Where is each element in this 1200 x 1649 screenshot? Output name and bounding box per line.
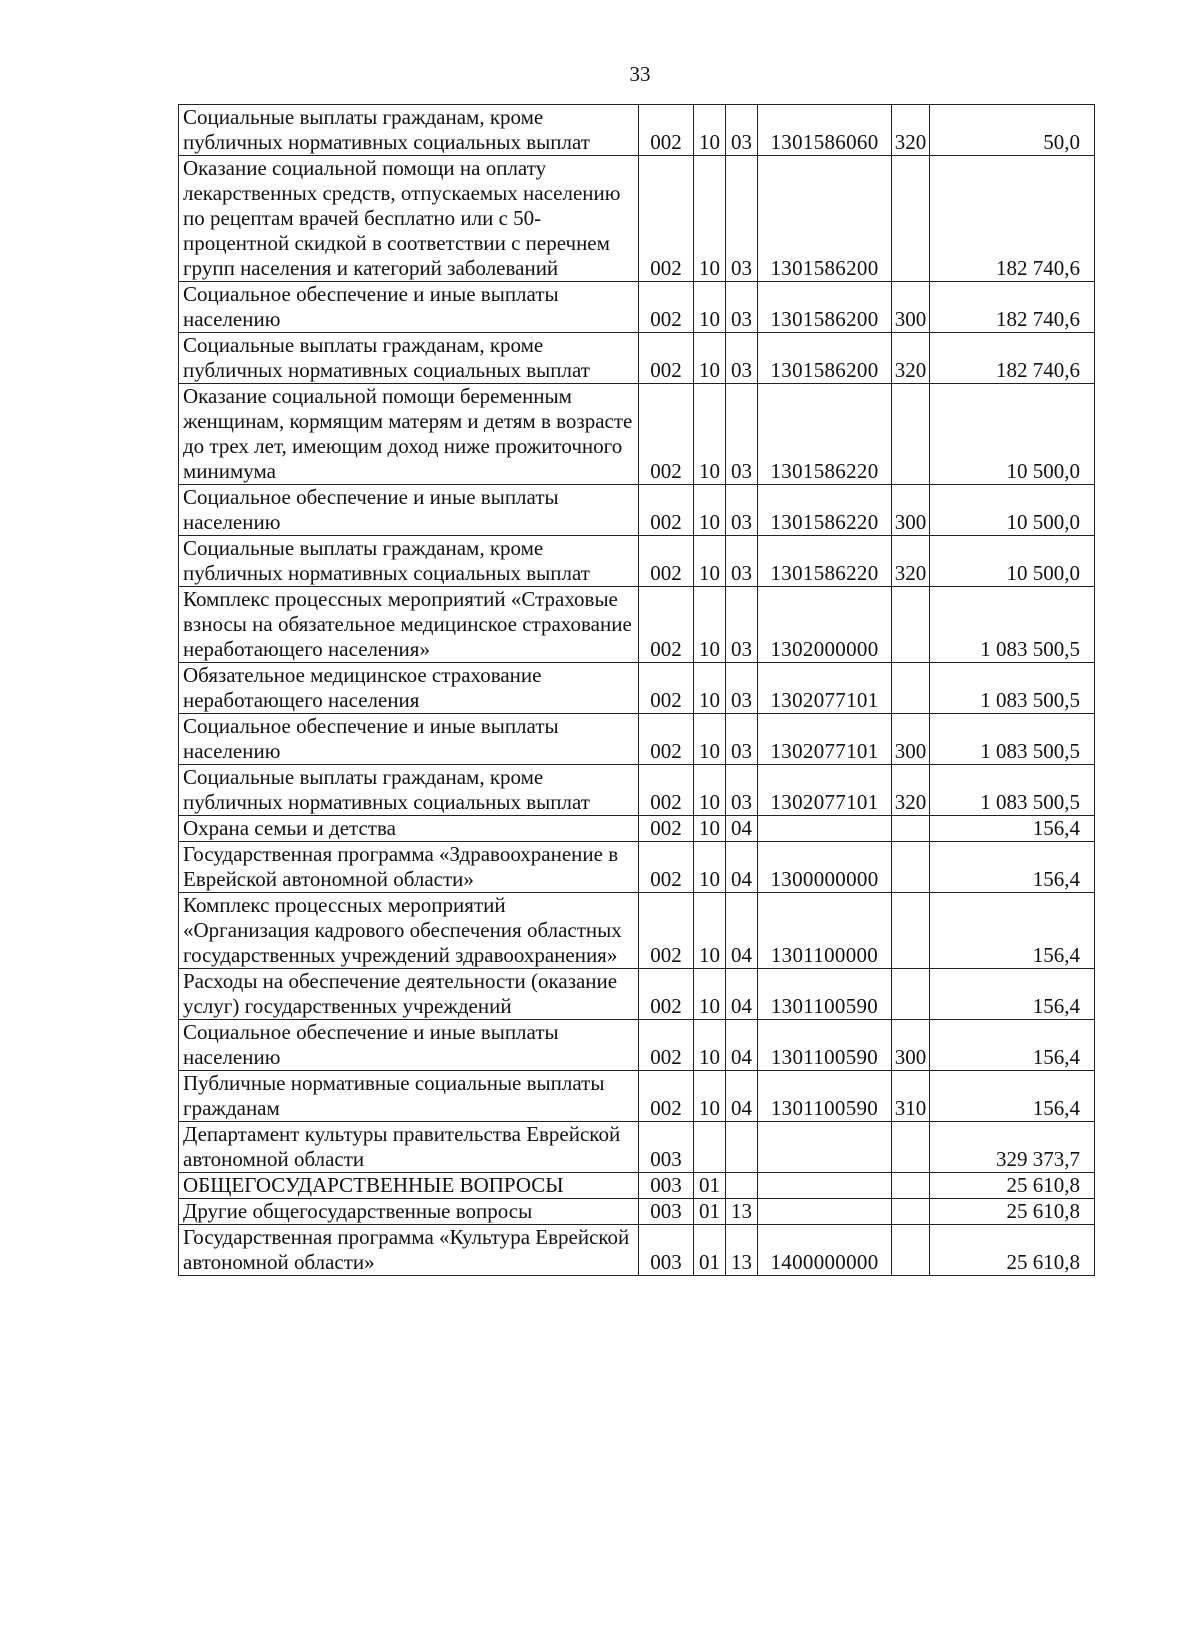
table-row bbox=[179, 1122, 1095, 1173]
expense-type-cell bbox=[892, 969, 930, 1020]
target-article-cell: 1301586220 bbox=[758, 384, 892, 485]
section-code-cell: 10 bbox=[694, 842, 726, 893]
admin-code-cell: 002 bbox=[639, 816, 694, 842]
amount-cell: 156,4 bbox=[930, 1071, 1095, 1122]
row-name-cell: Оказание социальной помощи беременным женщинам, кормящим матерям и детям в возрасте до трех лет, имеющим доход ниже прожиточного минимума bbox=[179, 384, 639, 485]
expense-type-cell: 320 bbox=[892, 536, 930, 587]
expense-type-cell: 320 bbox=[892, 105, 930, 156]
table-row bbox=[179, 1071, 1095, 1122]
row-name-cell: Социальные выплаты гражданам, кроме публичных нормативных социальных выплат bbox=[179, 536, 639, 587]
subsection-code-cell bbox=[726, 1173, 758, 1199]
section-code-cell: 10 bbox=[694, 663, 726, 714]
subsection-code-cell: 04 bbox=[726, 842, 758, 893]
expense-type-cell: 300 bbox=[892, 1020, 930, 1071]
section-code-cell: 01 bbox=[694, 1199, 726, 1225]
subsection-code-cell: 04 bbox=[726, 816, 758, 842]
row-name-cell: Государственная программа «Культура Еврейской автономной области» bbox=[179, 1225, 639, 1276]
row-name-cell: Комплекс процессных мероприятий «Организация кадрового обеспечения областных государственных учреждений здравоохранения» bbox=[179, 893, 639, 969]
admin-code-cell: 002 bbox=[639, 765, 694, 816]
expense-type-cell bbox=[892, 893, 930, 969]
row-name-cell: Социальные выплаты гражданам, кроме публичных нормативных социальных выплат bbox=[179, 105, 639, 156]
amount-cell: 182 740,6 bbox=[930, 156, 1095, 282]
target-article-cell: 1302077101 bbox=[758, 765, 892, 816]
row-name-cell: Оказание социальной помощи на оплату лекарственных средств, отпускаемых населению по рецептам врачей бесплатно или с 50-процентной скидкой в соответствии с перечнем групп населения и категорий заболеваний bbox=[179, 156, 639, 282]
subsection-code-cell: 03 bbox=[726, 105, 758, 156]
expense-type-cell bbox=[892, 663, 930, 714]
table-row bbox=[179, 663, 1095, 714]
section-code-cell: 01 bbox=[694, 1173, 726, 1199]
subsection-code-cell: 13 bbox=[726, 1199, 758, 1225]
expense-type-cell bbox=[892, 842, 930, 893]
section-code-cell: 10 bbox=[694, 765, 726, 816]
row-name-cell: Социальные выплаты гражданам, кроме публичных нормативных социальных выплат bbox=[179, 765, 639, 816]
section-code-cell: 10 bbox=[694, 156, 726, 282]
subsection-code-cell: 03 bbox=[726, 333, 758, 384]
amount-cell: 1 083 500,5 bbox=[930, 663, 1095, 714]
admin-code-cell: 002 bbox=[639, 1071, 694, 1122]
expense-type-cell bbox=[892, 1199, 930, 1225]
target-article-cell: 1301586200 bbox=[758, 282, 892, 333]
section-code-cell: 10 bbox=[694, 384, 726, 485]
subsection-code-cell: 04 bbox=[726, 1020, 758, 1071]
section-code-cell: 10 bbox=[694, 485, 726, 536]
section-code-cell bbox=[694, 1122, 726, 1173]
section-code-cell: 10 bbox=[694, 714, 726, 765]
section-code-cell: 01 bbox=[694, 1225, 726, 1276]
admin-code-cell: 002 bbox=[639, 333, 694, 384]
table-row bbox=[179, 842, 1095, 893]
table-row bbox=[179, 1173, 1095, 1199]
amount-cell: 10 500,0 bbox=[930, 485, 1095, 536]
subsection-code-cell: 03 bbox=[726, 663, 758, 714]
subsection-code-cell: 03 bbox=[726, 156, 758, 282]
budget-allocation-table bbox=[178, 104, 1095, 1276]
target-article-cell: 1301586200 bbox=[758, 333, 892, 384]
target-article-cell: 1301586060 bbox=[758, 105, 892, 156]
table-row bbox=[179, 587, 1095, 663]
table-row bbox=[179, 1199, 1095, 1225]
table-body bbox=[179, 105, 1095, 1276]
section-code-cell: 10 bbox=[694, 587, 726, 663]
target-article-cell bbox=[758, 1122, 892, 1173]
row-name-cell: Государственная программа «Здравоохранение в Еврейской автономной области» bbox=[179, 842, 639, 893]
amount-cell: 182 740,6 bbox=[930, 282, 1095, 333]
amount-cell: 156,4 bbox=[930, 816, 1095, 842]
subsection-code-cell: 03 bbox=[726, 714, 758, 765]
admin-code-cell: 002 bbox=[639, 156, 694, 282]
row-name-cell: Социальное обеспечение и иные выплаты населению bbox=[179, 282, 639, 333]
expense-type-cell bbox=[892, 156, 930, 282]
subsection-code-cell: 03 bbox=[726, 587, 758, 663]
table-row bbox=[179, 485, 1095, 536]
admin-code-cell: 003 bbox=[639, 1122, 694, 1173]
expense-type-cell: 310 bbox=[892, 1071, 930, 1122]
admin-code-cell: 002 bbox=[639, 105, 694, 156]
admin-code-cell: 002 bbox=[639, 1020, 694, 1071]
expense-type-cell: 320 bbox=[892, 765, 930, 816]
section-code-cell: 10 bbox=[694, 1071, 726, 1122]
target-article-cell: 1301100590 bbox=[758, 1071, 892, 1122]
row-name-cell: Социальные выплаты гражданам, кроме публичных нормативных социальных выплат bbox=[179, 333, 639, 384]
amount-cell: 182 740,6 bbox=[930, 333, 1095, 384]
expense-type-cell bbox=[892, 1173, 930, 1199]
amount-cell: 1 083 500,5 bbox=[930, 587, 1095, 663]
section-code-cell: 10 bbox=[694, 282, 726, 333]
admin-code-cell: 002 bbox=[639, 282, 694, 333]
admin-code-cell: 003 bbox=[639, 1173, 694, 1199]
target-article-cell: 1301100000 bbox=[758, 893, 892, 969]
row-name-cell: Другие общегосударственные вопросы bbox=[179, 1199, 639, 1225]
admin-code-cell: 002 bbox=[639, 663, 694, 714]
expense-type-cell bbox=[892, 587, 930, 663]
section-code-cell: 10 bbox=[694, 536, 726, 587]
row-name-cell: Публичные нормативные социальные выплаты гражданам bbox=[179, 1071, 639, 1122]
table-row bbox=[179, 1020, 1095, 1071]
subsection-code-cell: 04 bbox=[726, 893, 758, 969]
expense-type-cell bbox=[892, 384, 930, 485]
target-article-cell: 1302077101 bbox=[758, 714, 892, 765]
admin-code-cell: 002 bbox=[639, 587, 694, 663]
table-row bbox=[179, 714, 1095, 765]
table-row bbox=[179, 893, 1095, 969]
amount-cell: 1 083 500,5 bbox=[930, 714, 1095, 765]
admin-code-cell: 002 bbox=[639, 893, 694, 969]
table-row bbox=[179, 282, 1095, 333]
amount-cell: 50,0 bbox=[930, 105, 1095, 156]
target-article-cell: 1302077101 bbox=[758, 663, 892, 714]
admin-code-cell: 002 bbox=[639, 842, 694, 893]
row-name-cell: Расходы на обеспечение деятельности (оказание услуг) государственных учреждений bbox=[179, 969, 639, 1020]
amount-cell: 156,4 bbox=[930, 969, 1095, 1020]
expense-type-cell bbox=[892, 816, 930, 842]
expense-type-cell: 300 bbox=[892, 485, 930, 536]
target-article-cell: 1300000000 bbox=[758, 842, 892, 893]
table-row bbox=[179, 765, 1095, 816]
section-code-cell: 10 bbox=[694, 969, 726, 1020]
row-name-cell: Социальное обеспечение и иные выплаты населению bbox=[179, 714, 639, 765]
row-name-cell: Обязательное медицинское страхование неработающего населения bbox=[179, 663, 639, 714]
target-article-cell: 1301100590 bbox=[758, 969, 892, 1020]
target-article-cell bbox=[758, 1199, 892, 1225]
subsection-code-cell: 04 bbox=[726, 969, 758, 1020]
subsection-code-cell: 03 bbox=[726, 536, 758, 587]
table-row bbox=[179, 156, 1095, 282]
amount-cell: 10 500,0 bbox=[930, 536, 1095, 587]
target-article-cell bbox=[758, 816, 892, 842]
amount-cell: 156,4 bbox=[930, 1020, 1095, 1071]
amount-cell: 10 500,0 bbox=[930, 384, 1095, 485]
amount-cell: 329 373,7 bbox=[930, 1122, 1095, 1173]
admin-code-cell: 003 bbox=[639, 1225, 694, 1276]
section-code-cell: 10 bbox=[694, 816, 726, 842]
page-number: 33 bbox=[629, 62, 651, 86]
target-article-cell: 1301586220 bbox=[758, 485, 892, 536]
amount-cell: 156,4 bbox=[930, 893, 1095, 969]
target-article-cell bbox=[758, 1173, 892, 1199]
admin-code-cell: 002 bbox=[639, 969, 694, 1020]
admin-code-cell: 003 bbox=[639, 1199, 694, 1225]
expense-type-cell bbox=[892, 1122, 930, 1173]
admin-code-cell: 002 bbox=[639, 384, 694, 485]
admin-code-cell: 002 bbox=[639, 485, 694, 536]
target-article-cell: 1400000000 bbox=[758, 1225, 892, 1276]
amount-cell: 25 610,8 bbox=[930, 1199, 1095, 1225]
subsection-code-cell: 03 bbox=[726, 765, 758, 816]
amount-cell: 156,4 bbox=[930, 842, 1095, 893]
row-name-cell: Социальное обеспечение и иные выплаты населению bbox=[179, 485, 639, 536]
expense-type-cell: 320 bbox=[892, 333, 930, 384]
section-code-cell: 10 bbox=[694, 105, 726, 156]
subsection-code-cell: 03 bbox=[726, 485, 758, 536]
expense-type-cell bbox=[892, 1225, 930, 1276]
row-name-cell: Комплекс процессных мероприятий «Страховые взносы на обязательное медицинское страхование неработающего населения» bbox=[179, 587, 639, 663]
table-row bbox=[179, 969, 1095, 1020]
table-row bbox=[179, 1225, 1095, 1276]
subsection-code-cell bbox=[726, 1122, 758, 1173]
amount-cell: 25 610,8 bbox=[930, 1225, 1095, 1276]
table-row bbox=[179, 536, 1095, 587]
row-name-cell: Департамент культуры правительства Еврейской автономной области bbox=[179, 1122, 639, 1173]
target-article-cell: 1301586200 bbox=[758, 156, 892, 282]
table-row bbox=[179, 105, 1095, 156]
admin-code-cell: 002 bbox=[639, 714, 694, 765]
subsection-code-cell: 04 bbox=[726, 1071, 758, 1122]
table-row bbox=[179, 384, 1095, 485]
table-row bbox=[179, 333, 1095, 384]
row-name-cell: Охрана семьи и детства bbox=[179, 816, 639, 842]
section-code-cell: 10 bbox=[694, 333, 726, 384]
target-article-cell: 1301586220 bbox=[758, 536, 892, 587]
amount-cell: 25 610,8 bbox=[930, 1173, 1095, 1199]
expense-type-cell: 300 bbox=[892, 714, 930, 765]
subsection-code-cell: 03 bbox=[726, 282, 758, 333]
subsection-code-cell: 13 bbox=[726, 1225, 758, 1276]
section-code-cell: 10 bbox=[694, 893, 726, 969]
row-name-cell: Социальное обеспечение и иные выплаты населению bbox=[179, 1020, 639, 1071]
expense-type-cell: 300 bbox=[892, 282, 930, 333]
section-code-cell: 10 bbox=[694, 1020, 726, 1071]
target-article-cell: 1302000000 bbox=[758, 587, 892, 663]
table-row bbox=[179, 816, 1095, 842]
admin-code-cell: 002 bbox=[639, 536, 694, 587]
amount-cell: 1 083 500,5 bbox=[930, 765, 1095, 816]
target-article-cell: 1301100590 bbox=[758, 1020, 892, 1071]
subsection-code-cell: 03 bbox=[726, 384, 758, 485]
row-name-cell: ОБЩЕГОСУДАРСТВЕННЫЕ ВОПРОСЫ bbox=[179, 1173, 639, 1199]
